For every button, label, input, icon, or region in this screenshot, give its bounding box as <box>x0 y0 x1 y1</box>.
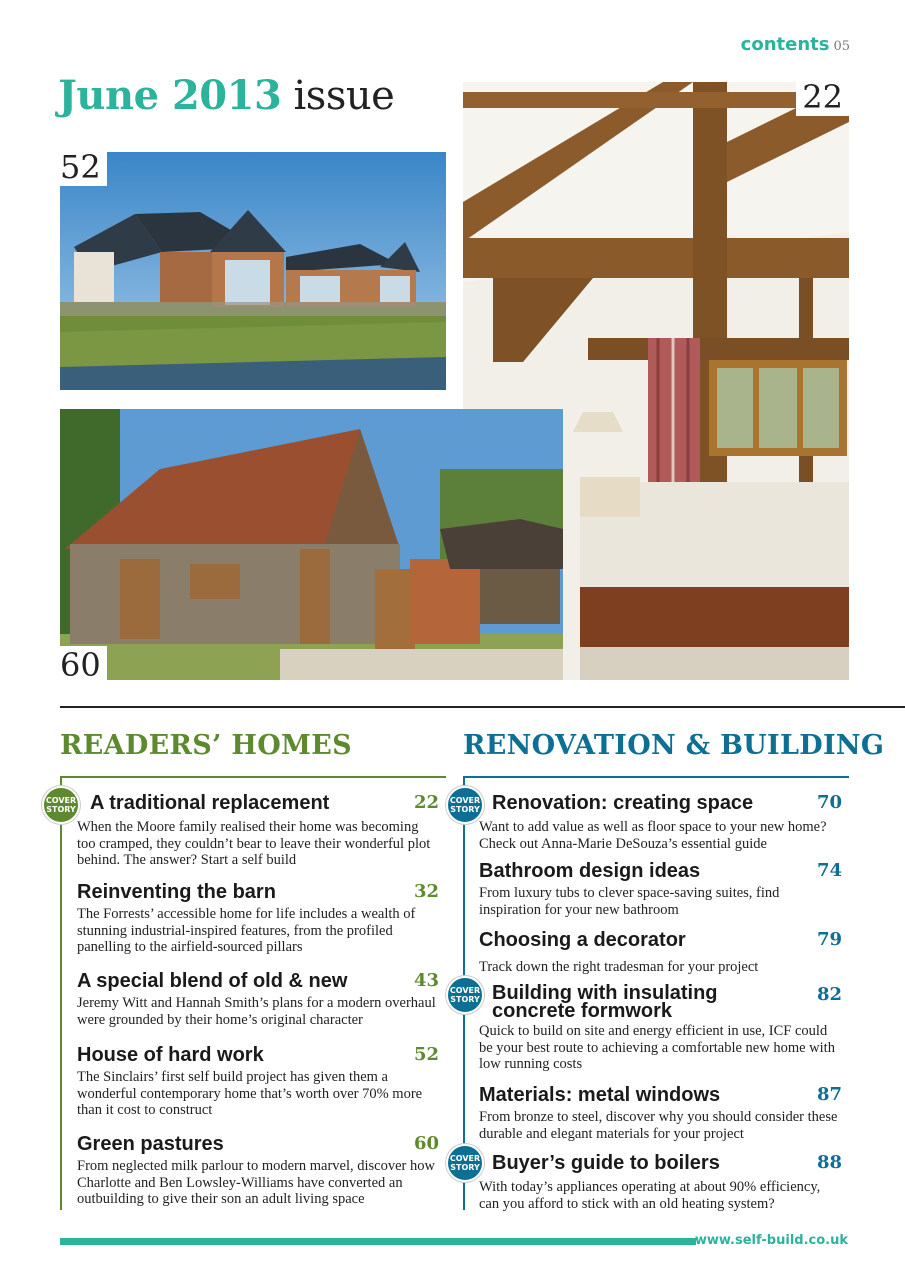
page-title <box>58 72 394 119</box>
article-title: Renovation: creating space <box>492 792 754 814</box>
article-desc: From luxury tubs to clever space-saving suites, find inspiration for your new bathroom <box>479 885 780 918</box>
article-desc: When the Moore family realised their home was becoming too cramped, they couldn’t bear to leave their wonderful plot behind. The answer? Start a self build <box>77 819 431 868</box>
issue-date: June 2013 <box>58 72 282 119</box>
article-page: 52 <box>413 1044 439 1065</box>
badge-line1: COVER <box>449 796 481 805</box>
article-title: A special blend of old & new <box>77 970 348 992</box>
house-photo[interactable] <box>60 152 446 390</box>
section-title-renovation: RENOVATION & BUILDING <box>463 730 885 761</box>
article-title: Materials: metal windows <box>479 1084 721 1106</box>
barn-photo[interactable] <box>60 409 563 680</box>
article-desc: The Forrests’ accessible home for life includes a wealth of stunning industrial-inspired features, from the profiled panelling to the airfield-sourced pillars <box>77 906 416 955</box>
article-link[interactable] <box>479 1084 842 1142</box>
article-title: House of hard work <box>77 1044 264 1066</box>
article-link[interactable] <box>77 970 439 1028</box>
badge-line1: COVER <box>45 796 77 805</box>
badge-line2: STORY <box>450 1163 480 1172</box>
article-title: Building with insulating concrete formwork <box>492 982 718 1022</box>
divider <box>60 706 905 708</box>
section-label <box>741 34 850 55</box>
left-column-vrule <box>60 776 62 1210</box>
website-link[interactable]: www.self-build.co.uk <box>694 1233 848 1248</box>
article-link[interactable] <box>479 984 842 1073</box>
barn-photo-icon <box>60 409 563 680</box>
article-page: 88 <box>816 1152 842 1173</box>
article-page: 70 <box>816 792 842 813</box>
cover-story-badge <box>42 786 80 824</box>
section-title-readers-homes: READERS’ HOMES <box>60 730 352 761</box>
article-desc: Quick to build on site and energy efficient in use, ICF could be your best route to achieving a comfortable new home with low running costs <box>479 1023 835 1072</box>
article-title: Bathroom design ideas <box>479 860 701 882</box>
footer-bar <box>60 1238 696 1245</box>
article-desc: The Sinclairs’ first self build project has given them a wonderful contemporary home that’s worth over 70% more than it cost to construct <box>77 1069 423 1118</box>
article-desc: Want to add value as well as floor space to your new home? Check out Anna-Marie DeSouza’s essential guide <box>479 819 827 852</box>
article-title: Choosing a decorator <box>479 929 686 951</box>
article-title: Green pastures <box>77 1133 224 1155</box>
issue-word: issue <box>293 73 395 119</box>
article-page: 74 <box>816 860 842 881</box>
badge-line1: COVER <box>449 986 481 995</box>
left-column-rule <box>60 776 446 778</box>
article-link[interactable] <box>479 929 842 976</box>
section-name: contents <box>740 34 830 55</box>
article-page: 60 <box>413 1133 439 1154</box>
article-title: Reinventing the barn <box>77 881 276 903</box>
article-page: 22 <box>413 792 439 813</box>
page-number: 05 <box>833 39 850 54</box>
house-photo-icon <box>60 152 446 390</box>
badge-line2: STORY <box>450 995 480 1004</box>
article-desc: From bronze to steel, discover why you should consider these durable and elegant materials for your project <box>479 1109 838 1142</box>
article-link[interactable] <box>90 792 439 814</box>
article-link[interactable] <box>77 1133 439 1208</box>
article-title: Buyer’s guide to boilers <box>492 1152 720 1174</box>
article-desc: With today’s appliances operating at about 90% efficiency, can you afford to stick with an old heating system? <box>479 1179 821 1212</box>
article-link[interactable] <box>492 1152 842 1174</box>
badge-line2: STORY <box>46 805 76 814</box>
photo-page-number: 60 <box>60 646 107 680</box>
article-desc: From neglected milk parlour to modern marvel, discover how Charlotte and Ben Lowsley-Williams have converted an outbuilding to give their son an adult living space <box>77 1158 435 1207</box>
article-link[interactable] <box>77 1044 439 1119</box>
article-desc: Jeremy Witt and Hannah Smith’s plans for a modern overhaul were grounded by their home’s original character <box>77 995 436 1028</box>
article-link[interactable] <box>77 881 439 956</box>
photo-page-number: 22 <box>796 82 849 116</box>
article-page: 43 <box>413 970 439 991</box>
article-page: 82 <box>816 984 842 1005</box>
badge-line2: STORY <box>450 805 480 814</box>
article-page: 87 <box>816 1084 842 1105</box>
article-link[interactable] <box>479 860 842 918</box>
article-desc: Track down the right tradesman for your project <box>479 959 759 975</box>
photo-page-number: 52 <box>60 152 107 186</box>
right-column-rule <box>463 776 849 778</box>
article-link[interactable] <box>492 792 842 814</box>
article-page: 79 <box>816 929 842 950</box>
article-title: A traditional replacement <box>90 792 330 814</box>
article-page: 32 <box>413 881 439 902</box>
badge-line1: COVER <box>449 1154 481 1163</box>
